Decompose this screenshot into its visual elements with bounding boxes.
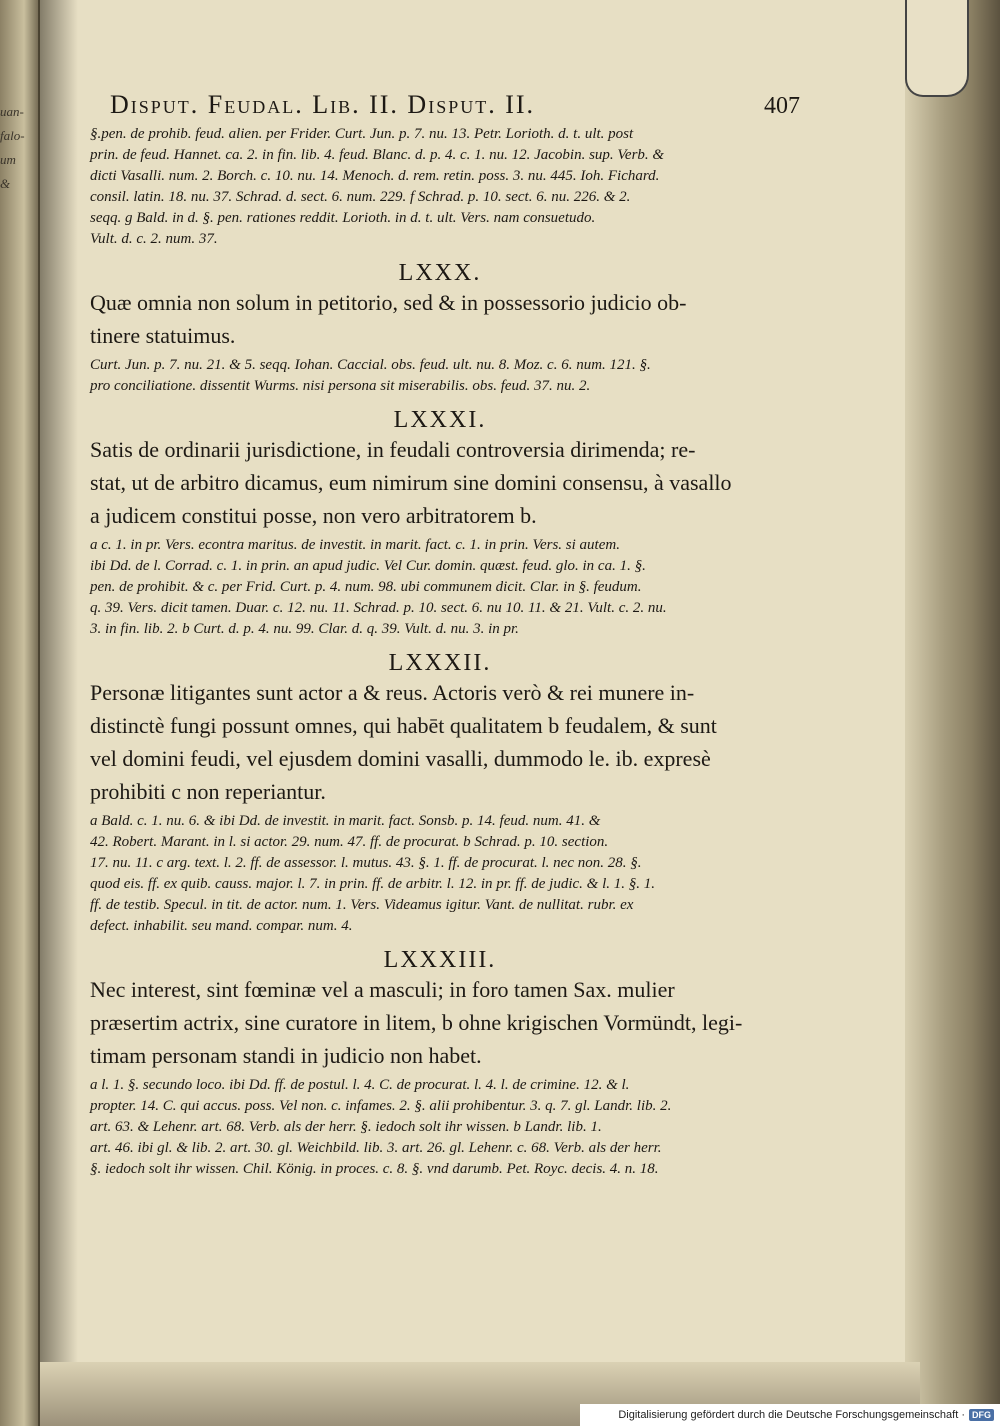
page-stack-edge xyxy=(905,0,1000,1426)
thesis-line: vel domini feudi, vel ejusdem domini vasalli, dummodo le. ib. expresè xyxy=(90,746,711,771)
note-line: quod eis. ff. ex quib. causs. major. l. 7. in prin. ff. de arbitr. l. 12. in pr. ff. de judic. & l. 1. §. 1. xyxy=(90,876,655,892)
note-line: seqq. g Bald. in d. §. pen. rationes reddit. Lorioth. in d. t. ult. Vers. nam consuetudo. xyxy=(90,210,596,226)
note-line: pen. de prohibit. & c. per Frid. Curt. p. 4. num. 98. ubi communem dicit. Clar. in §. feudum. xyxy=(90,579,642,595)
notes-top xyxy=(90,124,790,250)
section-83 xyxy=(90,947,790,1180)
running-header xyxy=(110,90,800,120)
note-line: a l. 1. §. secundo loco. ibi Dd. ff. de postul. l. 4. C. de procurat. l. 4. l. de crimine. 12. & l. xyxy=(90,1077,630,1093)
note-line: a c. 1. in pr. Vers. econtra maritus. de investit. in marit. fact. c. 1. in prin. Vers. si autem. xyxy=(90,537,620,553)
footer-credit: Digitalisierung gefördert durch die Deutsche Forschungsgemeinschaft · xyxy=(618,1409,965,1421)
thesis-line: timam personam standi in judicio non habet. xyxy=(90,1043,482,1068)
note-line: Curt. Jun. p. 7. nu. 21. & 5. seqq. Iohan. Caccial. obs. feud. ult. nu. 8. Moz. c. 6. num. 121. §. xyxy=(90,357,651,373)
note-line: 3. in fin. lib. 2. b Curt. d. p. 4. nu. 99. Clar. d. q. 39. Vult. d. nu. 3. in pr. xyxy=(90,621,519,637)
note-line: pro conciliatione. dissentit Wurms. nisi persona sit miserabilis. obs. feud. 37. nu. 2. xyxy=(90,378,591,394)
note-line: §. iedoch solt ihr wissen. Chil. König. in proces. c. 8. §. vnd darumb. Pet. Royc. decis. 4. n. 18. xyxy=(90,1161,659,1177)
note-line: ibi Dd. de l. Corrad. c. 1. in prin. an apud judic. Vel Cur. domin. quæst. feud. glo. in ca. 1. §. xyxy=(90,558,646,574)
note-line: Vult. d. c. 2. num. 37. xyxy=(90,231,218,247)
note-line: 42. Robert. Marant. in l. si actor. 29. num. 47. ff. de procurat. b Schrad. p. 10. section. xyxy=(90,834,609,850)
running-title: Disput. Feudal. Lib. II. Disput. II. xyxy=(110,90,536,119)
facing-page-fragments xyxy=(0,100,28,700)
fragment-line: uan- xyxy=(0,104,24,119)
thesis-line: Personæ litigantes sunt actor a & reus. Actoris verò & rei munere in- xyxy=(90,680,695,705)
note-line: a Bald. c. 1. nu. 6. & ibi Dd. de investit. in marit. fact. Sonsb. p. 14. feud. num. 41. & xyxy=(90,813,601,829)
note-line: propter. 14. C. qui accus. poss. Vel non. c. infames. 2. §. alii prohibentur. 3. q. 7. gl. Landr. lib. 2. xyxy=(90,1098,672,1114)
note-line: dicti Vasalli. num. 2. Borch. c. 10. nu. 14. Menoch. d. rem. retin. poss. 3. nu. 445. Ioh. Fichard. xyxy=(90,168,660,184)
thesis-line: tinere statuimus. xyxy=(90,323,236,348)
fragment-line: um & xyxy=(0,152,16,191)
thesis-line: prohibiti c non reperiantur. xyxy=(90,779,326,804)
note-line: art. 46. ibi gl. & lib. 2. art. 30. gl. Weichbild. lib. 3. art. 26. gl. Lehenr. c. 68. Verb. als der herr. xyxy=(90,1140,662,1156)
dfg-logo-icon: DFG xyxy=(969,1409,994,1421)
fragment-line: falo- xyxy=(0,128,25,143)
thesis-line: præsertim actrix, sine curatore in litem, b ohne krigischen Vormündt, legi- xyxy=(90,1010,743,1035)
note-line: art. 63. & Lehenr. art. 68. Verb. als der herr. §. iedoch solt ihr wissen. b Landr. lib. 1. xyxy=(90,1119,602,1135)
section-numeral: LXXXIII. xyxy=(383,947,497,973)
note-line: §.pen. de prohib. feud. alien. per Frider. Curt. Jun. p. 7. nu. 13. Petr. Lorioth. d. t. ult. post xyxy=(90,126,634,142)
page-corner-tab xyxy=(905,0,969,97)
section-numeral: LXXXI. xyxy=(393,407,487,433)
note-line: q. 39. Vers. dicit tamen. Duar. c. 12. nu. 11. Schrad. p. 10. sect. 6. nu 10. 11. & 21. Vult. c. 2. nu. xyxy=(90,600,667,616)
note-line: ff. de testib. Specul. in tit. de actor. num. 1. Vers. Videamus igitur. Vant. de nullitat. rubr. ex xyxy=(90,897,634,913)
note-line: defect. inhabilit. seu mand. compar. num. 4. xyxy=(90,918,353,934)
note-line: prin. de feud. Hannet. ca. 2. in fin. lib. 4. feud. Blanc. d. p. 4. c. 1. nu. 12. Jacobin. sup. Verb. & xyxy=(90,147,665,163)
thesis-line: a judicem constitui posse, non vero arbitratorem b. xyxy=(90,503,537,528)
page-content xyxy=(70,90,800,1180)
thesis-line: Satis de ordinarii jurisdictione, in feudali controversia dirimenda; re- xyxy=(90,437,696,462)
note-line: 17. nu. 11. c arg. text. l. 2. ff. de assessor. l. mutus. 43. §. 1. ff. de procurat. l. nec non. 28. §. xyxy=(90,855,642,871)
section-numeral: LXXXII. xyxy=(388,650,492,676)
section-82 xyxy=(90,650,790,937)
note-line: consil. latin. 18. nu. 37. Schrad. d. sect. 6. num. 229. f Schrad. p. 10. sect. 6. nu. 226. & 2. xyxy=(90,189,631,205)
section-81 xyxy=(90,407,790,640)
thesis-line: distinctè fungi possunt omnes, qui habēt qualitatem b feudalem, & sunt xyxy=(90,713,717,738)
digitization-footer xyxy=(580,1404,1000,1426)
thesis-line: Quæ omnia non solum in petitorio, sed & in possessorio judicio ob- xyxy=(90,290,687,315)
thesis-line: stat, ut de arbitro dicamus, eum nimirum sine domini consensu, à vasallo xyxy=(90,470,732,495)
section-numeral: LXXX. xyxy=(398,260,482,286)
thesis-line: Nec interest, sint fœminæ vel a masculi; in foro tamen Sax. mulier xyxy=(90,977,675,1002)
section-80 xyxy=(90,260,790,397)
page-number: 407 xyxy=(764,93,800,119)
